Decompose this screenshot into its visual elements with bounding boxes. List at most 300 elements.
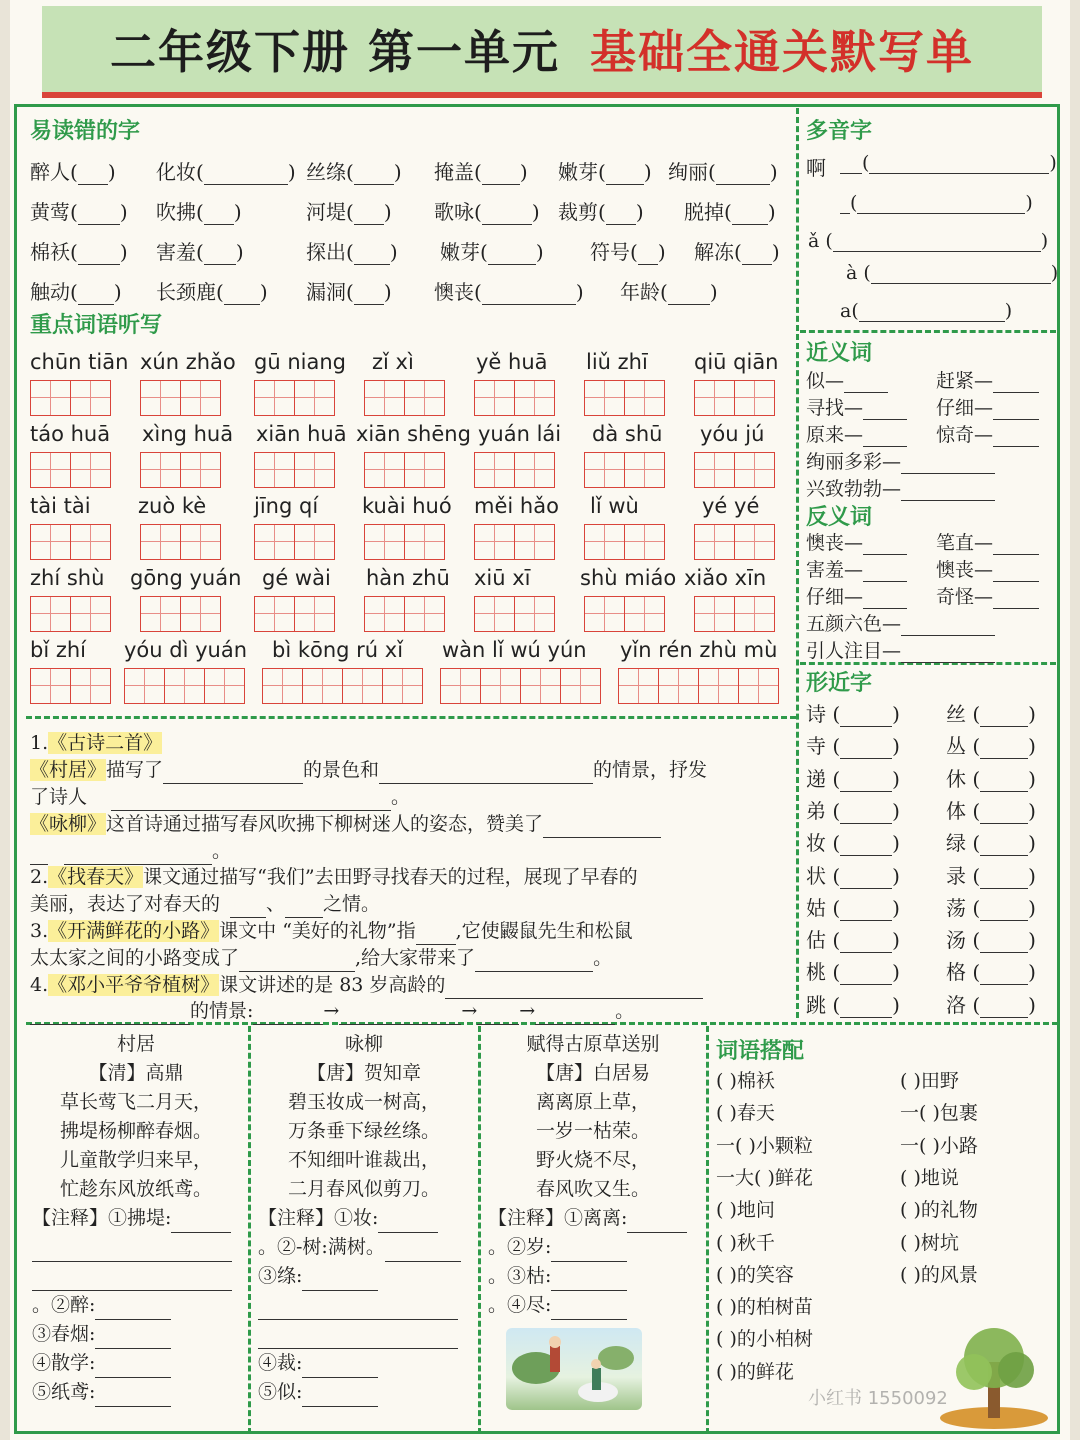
answer-blank[interactable] (993, 400, 1039, 420)
answer-blank[interactable] (302, 1358, 378, 1378)
tianzi-cell[interactable] (30, 668, 71, 704)
answer-blank[interactable] (863, 400, 907, 420)
answer-blank[interactable] (78, 165, 108, 185)
answer-blank[interactable] (668, 285, 710, 305)
answer-blank[interactable] (901, 643, 995, 663)
pinyin-label: zuò kè (138, 494, 207, 518)
collocation-left[interactable]: 一( )小颗粒 (716, 1134, 813, 1157)
note-label: 。③枯: (488, 1265, 552, 1287)
tianzi-cell[interactable] (698, 668, 739, 704)
tianzi-cell[interactable] (738, 668, 779, 704)
pinyin-label: lǐ wù (590, 494, 639, 518)
misread-item (590, 236, 666, 265)
answer-blank[interactable] (980, 998, 1028, 1018)
answer-blank[interactable] (606, 165, 644, 185)
collocation-right[interactable]: ( )田野 (900, 1070, 959, 1092)
writing-grid[interactable] (618, 668, 778, 704)
poem-note (26, 1291, 246, 1320)
tianzi-cell[interactable] (658, 668, 699, 704)
tianzi-cell[interactable] (70, 524, 111, 560)
tianzi-cell[interactable] (584, 524, 625, 560)
answer-blank[interactable] (732, 205, 768, 225)
tianzi-cell[interactable] (514, 380, 555, 416)
tianzi-cell[interactable] (618, 668, 659, 704)
writing-grid[interactable] (694, 596, 774, 632)
tianzi-cell[interactable] (294, 596, 335, 632)
writing-grid[interactable] (474, 452, 554, 488)
poem-line: 野火烧不尽， (535, 1149, 650, 1171)
writing-grid[interactable] (364, 452, 444, 488)
paren-close: ) (769, 160, 778, 184)
synonym-left (806, 447, 995, 474)
pinyin-label: bì kōng rú xǐ (272, 638, 404, 662)
answer-blank[interactable] (354, 205, 384, 225)
tianzi-cell[interactable] (30, 596, 71, 632)
similar-char: 洛 (946, 992, 966, 1017)
writing-grid[interactable] (474, 596, 554, 632)
tianzi-cell[interactable] (560, 668, 601, 704)
similar-right (946, 956, 1036, 985)
answer-blank[interactable] (551, 1300, 627, 1320)
answer-blank[interactable] (980, 901, 1028, 921)
collocation-left[interactable]: 一大( )鲜花 (716, 1166, 813, 1189)
misread-word: 棉袄( (30, 240, 78, 264)
answer-blank[interactable] (980, 869, 1028, 889)
writing-grid[interactable] (584, 596, 664, 632)
misread-word: 嫩芽( (440, 240, 488, 264)
poem-note (482, 1204, 704, 1233)
writing-grid[interactable] (694, 452, 774, 488)
divider-poem-1 (248, 1026, 251, 1434)
misread-item (156, 276, 268, 305)
collocation-left[interactable]: ( )的小柏树 (716, 1328, 813, 1351)
answer-blank[interactable] (488, 245, 536, 265)
tianzi-cell[interactable] (734, 452, 775, 488)
tianzi-cell[interactable] (520, 668, 561, 704)
collocation-left[interactable]: ( )秋千 (716, 1231, 775, 1254)
antonym-right (936, 528, 1039, 555)
tianzi-cell[interactable] (342, 668, 383, 704)
tianzi-cell[interactable] (404, 596, 445, 632)
tianzi-cell[interactable] (30, 452, 71, 488)
tianzi-cell[interactable] (254, 452, 295, 488)
paren-close: ) (767, 200, 776, 224)
answer-blank[interactable] (204, 205, 234, 225)
answer-blank[interactable] (302, 1271, 378, 1291)
writing-grid[interactable] (30, 596, 110, 632)
answer-blank[interactable] (638, 245, 658, 265)
pinyin-label: yǐn rén zhù mù (620, 638, 778, 662)
similar-left (806, 892, 900, 921)
paren-open: ( (966, 734, 981, 759)
tianzi-cell[interactable] (474, 452, 515, 488)
note-label: 【注释】①离离: (488, 1207, 628, 1229)
similar-right (946, 860, 1036, 889)
tianzi-cell[interactable] (474, 380, 515, 416)
tianzi-cell[interactable] (404, 524, 445, 560)
tianzi-cell[interactable] (624, 452, 665, 488)
writing-grid[interactable] (440, 668, 600, 704)
answer-blank[interactable] (863, 535, 907, 555)
paren-close: ) (119, 200, 128, 224)
answer-blank[interactable] (993, 427, 1039, 447)
writing-grid[interactable] (694, 524, 774, 560)
tianzi-cell[interactable] (624, 380, 665, 416)
antonym-left (806, 582, 907, 609)
tianzi-cell[interactable] (140, 380, 181, 416)
answer-blank[interactable] (980, 933, 1028, 953)
writing-grid[interactable] (254, 524, 334, 560)
polyphone-tone-3[interactable]: a( ) (840, 300, 1013, 322)
writing-grid[interactable] (30, 524, 110, 560)
note-label: 【注释】①拂堤: (32, 1207, 172, 1229)
answer-blank[interactable] (95, 1329, 171, 1349)
tianzi-cell[interactable] (30, 380, 71, 416)
tianzi-cell[interactable] (624, 596, 665, 632)
tianzi-cell[interactable] (694, 524, 735, 560)
answer-blank[interactable] (993, 535, 1039, 555)
misread-word: 裁剪( (558, 200, 606, 224)
answer-blank[interactable] (551, 1242, 627, 1262)
misread-item (156, 196, 242, 225)
tianzi-cell[interactable] (584, 596, 625, 632)
answer-blank[interactable] (302, 1387, 378, 1407)
poem-column (482, 1030, 704, 1320)
pinyin-label: xiān huā (256, 422, 347, 446)
writing-grid[interactable] (364, 380, 444, 416)
answer-blank[interactable] (993, 562, 1039, 582)
answer-blank[interactable] (258, 1300, 458, 1320)
paren-open: ( (826, 992, 841, 1017)
answer-blank[interactable] (980, 965, 1028, 985)
watermark: 小红书 1550092 (808, 1388, 948, 1409)
synonym-word: 兴致勃勃— (806, 478, 902, 500)
answer-blank[interactable] (204, 245, 236, 265)
question-1-line-1: 1.《古诗二首》 (30, 732, 163, 754)
tianzi-cell[interactable] (70, 380, 111, 416)
answer-blank[interactable] (901, 454, 995, 474)
answer-blank[interactable] (32, 1242, 232, 1262)
collocation-left[interactable]: ( )的柏树苗 (716, 1296, 813, 1319)
tianzi-cell[interactable] (734, 524, 775, 560)
answer-blank[interactable] (482, 285, 576, 305)
pinyin-label: yóu dì yuán (124, 638, 248, 662)
tianzi-cell[interactable] (164, 668, 205, 704)
answer-blank[interactable] (606, 205, 636, 225)
tianzi-cell[interactable] (624, 524, 665, 560)
answer-blank[interactable] (840, 836, 892, 856)
answer-blank[interactable] (840, 965, 892, 985)
paren-close: ) (1028, 798, 1036, 823)
writing-grid[interactable] (140, 452, 220, 488)
paren-open: ( (826, 928, 841, 953)
tianzi-cell[interactable] (364, 452, 405, 488)
tianzi-cell[interactable] (440, 668, 481, 704)
antonym-word: 五颜六色— (806, 613, 902, 635)
tianzi-cell[interactable] (694, 596, 735, 632)
note-label: 。②-树:满树。 (258, 1236, 385, 1258)
answer-blank[interactable] (863, 562, 907, 582)
answer-blank[interactable] (171, 1213, 231, 1233)
tianzi-cell[interactable] (364, 524, 405, 560)
collocation-right[interactable]: ( )的礼物 (900, 1199, 978, 1222)
tianzi-cell[interactable] (294, 452, 335, 488)
answer-blank[interactable] (980, 739, 1028, 759)
antonym-word: 笔直— (936, 532, 994, 554)
writing-grid[interactable] (364, 524, 444, 560)
similar-left (806, 730, 900, 759)
tianzi-cell[interactable] (584, 380, 625, 416)
answer-blank[interactable] (95, 1300, 171, 1320)
answer-blank[interactable] (980, 804, 1028, 824)
tianzi-cell[interactable] (734, 596, 775, 632)
tianzi-cell[interactable] (694, 380, 735, 416)
paren-open: ( (966, 863, 981, 888)
answer-blank[interactable] (863, 589, 907, 609)
paren-close: ) (892, 798, 900, 823)
poem-line: 春风吹又生。 (535, 1178, 650, 1200)
writing-grid[interactable] (30, 380, 110, 416)
similar-char: 格 (946, 960, 966, 985)
tianzi-cell[interactable] (140, 524, 181, 560)
section-antonyms-title: 反义词 (806, 505, 873, 530)
misread-word: 害羞( (156, 240, 204, 264)
paren-open: ( (826, 831, 841, 856)
tianzi-cell[interactable] (30, 524, 71, 560)
paren-open: ( (966, 895, 981, 920)
note-label: ⑤似: (258, 1381, 303, 1403)
tianzi-cell[interactable] (254, 380, 295, 416)
collocation-left[interactable]: ( )的笑容 (716, 1263, 794, 1286)
writing-grid[interactable] (140, 524, 220, 560)
poem-line: 不知细叶谁裁出， (287, 1149, 440, 1171)
collocation-right[interactable]: 一( )包裹 (900, 1102, 978, 1125)
answer-blank[interactable] (840, 739, 892, 759)
answer-blank[interactable] (224, 285, 260, 305)
tianzi-cell[interactable] (514, 524, 555, 560)
answer-blank[interactable] (840, 772, 892, 792)
paren-open: ( (826, 734, 841, 759)
similar-char: 丝 (946, 702, 966, 726)
poem-note (26, 1378, 246, 1407)
tianzi-cell[interactable] (514, 596, 555, 632)
tianzi-cell[interactable] (474, 596, 515, 632)
paren-close: ) (519, 160, 528, 184)
answer-blank[interactable] (32, 1271, 232, 1291)
polyphone-tone-2[interactable]: à ( ) (846, 262, 1059, 284)
collocation-left[interactable]: ( )的鲜花 (716, 1360, 794, 1383)
answer-blank[interactable] (980, 772, 1028, 792)
paren-close: ) (389, 240, 398, 264)
writing-grid[interactable] (584, 524, 664, 560)
similar-left (806, 698, 900, 727)
answer-blank[interactable] (354, 245, 390, 265)
pinyin-label: tài tài (30, 494, 91, 518)
answer-blank[interactable] (482, 165, 520, 185)
writing-grid[interactable] (30, 452, 110, 488)
answer-blank[interactable] (716, 165, 770, 185)
tianzi-cell[interactable] (70, 668, 111, 704)
answer-blank[interactable] (993, 589, 1039, 609)
tianzi-cell[interactable] (364, 596, 405, 632)
answer-blank[interactable] (840, 901, 892, 921)
question-3-line-1: 3.《开满鲜花的小路》课文中 “美好的礼物”指 ,它使鼹鼠先生和松鼠 (30, 918, 633, 945)
paren-close: ) (709, 280, 718, 304)
tianzi-cell[interactable] (180, 596, 221, 632)
tianzi-cell[interactable] (694, 452, 735, 488)
answer-blank[interactable] (482, 205, 532, 225)
collocation-right[interactable]: ( )树坑 (900, 1231, 959, 1254)
tianzi-cell[interactable] (180, 380, 221, 416)
answer-blank[interactable] (551, 1271, 627, 1291)
answer-blank[interactable] (95, 1358, 171, 1378)
answer-blank[interactable] (742, 245, 772, 265)
tianzi-cell[interactable] (140, 452, 181, 488)
tianzi-cell[interactable] (302, 668, 343, 704)
answer-blank[interactable] (980, 707, 1028, 727)
answer-blank[interactable] (354, 285, 384, 305)
answer-blank[interactable] (378, 1213, 438, 1233)
similar-char: 丛 (946, 734, 966, 759)
tianzi-cell[interactable] (364, 380, 405, 416)
writing-grid[interactable] (584, 380, 664, 416)
tianzi-cell[interactable] (382, 668, 423, 704)
collocation-left[interactable]: ( )棉袄 (716, 1070, 775, 1092)
collocation-left[interactable]: ( )地问 (716, 1199, 775, 1222)
answer-blank[interactable] (840, 933, 892, 953)
answer-blank[interactable] (980, 836, 1028, 856)
collocation-right[interactable]: ( )的风景 (900, 1263, 978, 1286)
tianzi-cell[interactable] (584, 452, 625, 488)
answer-blank[interactable] (901, 481, 995, 501)
writing-grid[interactable] (254, 380, 334, 416)
tianzi-cell[interactable] (514, 452, 555, 488)
writing-grid[interactable] (474, 380, 554, 416)
note-label: 。②岁: (488, 1236, 552, 1258)
writing-grid[interactable] (364, 596, 444, 632)
tianzi-cell[interactable] (262, 668, 303, 704)
poem-line: 忙趁东风放纸鸢。 (59, 1178, 212, 1200)
writing-grid[interactable] (140, 380, 220, 416)
answer-blank[interactable] (354, 165, 394, 185)
tianzi-cell[interactable] (294, 524, 335, 560)
question-1-line-2: 《村居》描写了 的景色和 的情景，抒发 (30, 757, 707, 784)
tianzi-cell[interactable] (180, 524, 221, 560)
tianzi-cell[interactable] (124, 668, 165, 704)
misread-item (434, 196, 540, 225)
tianzi-cell[interactable] (474, 524, 515, 560)
paren-close: ) (892, 734, 900, 759)
collocation-right[interactable]: ( )地说 (900, 1166, 959, 1189)
antonym-right (936, 582, 1039, 609)
writing-grid[interactable] (474, 524, 554, 560)
section-polyphone-title: 多音字 (806, 119, 873, 144)
answer-blank[interactable] (258, 1329, 458, 1349)
paren-close: ) (1028, 831, 1036, 856)
answer-blank[interactable] (627, 1213, 687, 1233)
synonym-word: 绚丽多彩— (806, 451, 902, 473)
writing-grid[interactable] (262, 668, 422, 704)
tianzi-cell[interactable] (404, 452, 445, 488)
paren-close: ) (531, 200, 540, 224)
writing-grid[interactable] (584, 452, 664, 488)
writing-grid[interactable] (140, 596, 220, 632)
title-unit: 二年级下册 第一单元 (109, 25, 560, 79)
answer-blank[interactable] (840, 804, 892, 824)
synonym-word: 仔细— (936, 397, 994, 419)
antonym-word: 奇怪— (936, 586, 994, 608)
polyphone-blank-1[interactable]: ( ) (840, 152, 1057, 174)
collocation-right[interactable]: 一( )小路 (900, 1134, 978, 1157)
paren-close: ) (657, 240, 666, 264)
answer-blank[interactable] (385, 1242, 461, 1262)
poem-note (252, 1349, 476, 1378)
answer-blank[interactable] (840, 869, 892, 889)
misread-item (620, 276, 718, 305)
note-label: ③绦: (258, 1265, 303, 1287)
answer-blank[interactable] (78, 205, 120, 225)
misread-word: 嫩芽( (558, 160, 606, 184)
writing-grid[interactable] (254, 596, 334, 632)
answer-blank[interactable] (78, 285, 114, 305)
answer-blank[interactable] (863, 427, 907, 447)
answer-blank[interactable] (840, 998, 892, 1018)
answer-blank[interactable] (204, 165, 288, 185)
tianzi-cell[interactable] (254, 524, 295, 560)
misread-item (306, 276, 392, 305)
writing-grid[interactable] (694, 380, 774, 416)
pinyin-label: xiǎo xīn (684, 566, 767, 590)
answer-blank[interactable] (901, 616, 995, 636)
answer-blank[interactable] (840, 707, 892, 727)
writing-grid[interactable] (124, 668, 244, 704)
writing-grid[interactable] (254, 452, 334, 488)
answer-blank[interactable] (78, 245, 120, 265)
tianzi-cell[interactable] (734, 380, 775, 416)
similar-char: 诗 (806, 702, 826, 726)
answer-blank[interactable] (993, 373, 1039, 393)
polyphone-blank-2[interactable]: ( ) (840, 192, 1033, 214)
tianzi-cell[interactable] (140, 596, 181, 632)
poem-note (482, 1233, 704, 1262)
divider-right-1 (800, 330, 1056, 333)
paren-open: ( (966, 831, 981, 856)
tianzi-cell[interactable] (70, 596, 111, 632)
collocation-left[interactable]: ( )春天 (716, 1102, 775, 1125)
paren-open: ( (826, 863, 841, 888)
paren-close: ) (892, 928, 900, 953)
writing-grid[interactable] (30, 668, 110, 704)
answer-blank[interactable] (844, 373, 888, 393)
answer-blank[interactable] (95, 1387, 171, 1407)
synonym-word: 惊奇— (936, 424, 994, 446)
tianzi-cell[interactable] (70, 452, 111, 488)
tianzi-cell[interactable] (204, 668, 245, 704)
poem-author: 【清】高鼎 (88, 1062, 184, 1084)
misread-item (434, 276, 584, 305)
polyphone-tone-1[interactable]: ǎ ( ) (808, 230, 1049, 252)
misread-word: 化妆( (156, 160, 204, 184)
tianzi-cell[interactable] (480, 668, 521, 704)
tianzi-cell[interactable] (294, 380, 335, 416)
similar-right (946, 795, 1036, 824)
paren-close: ) (635, 200, 644, 224)
tianzi-cell[interactable] (180, 452, 221, 488)
tianzi-cell[interactable] (404, 380, 445, 416)
paren-close: ) (892, 960, 900, 985)
tianzi-cell[interactable] (254, 596, 295, 632)
misread-item (156, 236, 244, 265)
